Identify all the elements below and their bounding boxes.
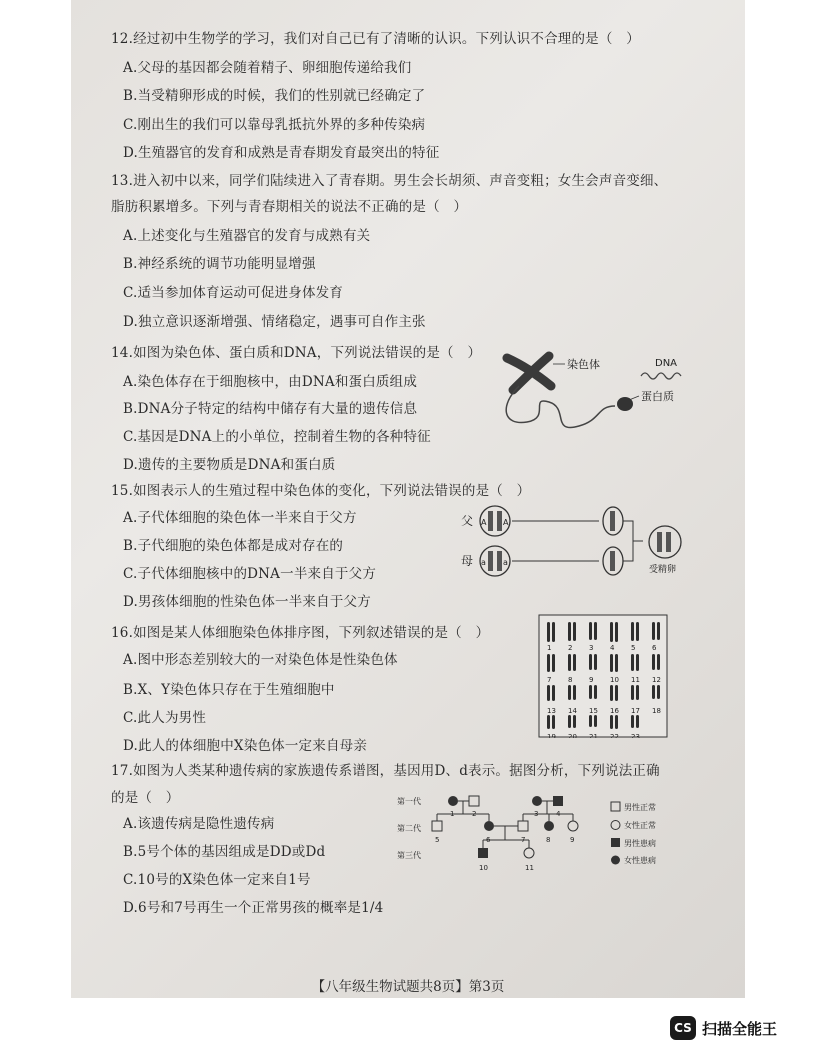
q13-stem-line1: 13.进入初中以来，同学们陆续进入了青春期。男生会长胡须、声音变粗；女生会声音变细、 bbox=[111, 173, 668, 189]
q16-stem: 16.如图是某人体细胞染色体排序图，下列叙述错误的是（ ） bbox=[111, 625, 490, 641]
chromosome-number-5: 5 bbox=[631, 644, 636, 652]
q13-option-d: D.独立意识逐渐增强、情绪稳定，遇事可自作主张 bbox=[123, 314, 426, 330]
chromosome-number-21: 21 bbox=[589, 733, 598, 738]
q17-option-a: A.该遗传病是隐性遗传病 bbox=[123, 816, 275, 832]
individual-8 bbox=[544, 821, 554, 831]
exam-page bbox=[71, 0, 745, 998]
number-5: 5 bbox=[435, 836, 440, 844]
chromosome-number-8: 8 bbox=[568, 676, 573, 684]
chromosome-number-20: 20 bbox=[568, 733, 577, 738]
mother-allele-2: a bbox=[503, 558, 508, 567]
q14-option-d: D.遗传的主要物质是DNA和蛋白质 bbox=[123, 457, 336, 473]
number-10: 10 bbox=[479, 864, 488, 872]
chromosome-shape bbox=[507, 356, 551, 390]
dna-helix bbox=[641, 373, 681, 379]
legend-male-affected-icon bbox=[611, 838, 620, 847]
label-chromosome: 染色体 bbox=[567, 358, 600, 371]
chromosome-number-12: 12 bbox=[652, 676, 661, 684]
individual-4 bbox=[553, 796, 563, 806]
chromosome-number-22: 22 bbox=[610, 733, 619, 738]
q15-option-d: D.男孩体细胞的性染色体一半来自于父方 bbox=[123, 594, 371, 610]
individual-3 bbox=[532, 796, 542, 806]
scanner-app-name: 扫描全能王 bbox=[702, 1019, 778, 1038]
individual-5 bbox=[432, 821, 442, 831]
number-3: 3 bbox=[534, 810, 539, 818]
q16-option-a: A.图中形态差别较大的一对染色体是性染色体 bbox=[123, 652, 398, 668]
chromosome-number-19: 19 bbox=[547, 733, 556, 738]
q14-option-c: C.基因是DNA上的小单位，控制着生物的各种特征 bbox=[123, 429, 431, 445]
number-1: 1 bbox=[450, 810, 455, 818]
zygote-cell bbox=[649, 526, 681, 558]
q15-option-c: C.子代体细胞核中的DNA一半来自于父方 bbox=[123, 566, 377, 582]
karyotype-figure bbox=[538, 614, 668, 738]
legend-male-normal: 男性正常 bbox=[624, 803, 656, 812]
chromosome-number-13: 13 bbox=[547, 707, 556, 715]
number-9: 9 bbox=[570, 836, 575, 844]
individual-2 bbox=[469, 796, 479, 806]
scanner-watermark bbox=[670, 1016, 777, 1040]
q14-stem: 14.如图为染色体、蛋白质和DNA，下列说法错误的是（ ） bbox=[111, 345, 482, 361]
individual-10 bbox=[478, 848, 488, 858]
chromosome-number-6: 6 bbox=[652, 644, 657, 652]
chromosome-number-15: 15 bbox=[589, 707, 598, 715]
father-cell bbox=[480, 506, 510, 536]
q14-option-b: B.DNA分子特定的结构中储存有大量的遗传信息 bbox=[123, 401, 418, 417]
q12-option-d: D.生殖器官的发育和成熟是青春期发育最突出的特征 bbox=[123, 145, 440, 161]
chromosome-number-1: 1 bbox=[547, 644, 552, 652]
q17-option-d: D.6号和7号再生一个正常男孩的概率是1/4 bbox=[123, 900, 384, 916]
father-allele-2: A bbox=[503, 518, 509, 527]
q17-option-c: C.10号的X染色体一定来自1号 bbox=[123, 872, 311, 888]
q17-stem-line1: 17.如图为人类某种遗传病的家族遗传系谱图，基因用D、d表示。据图分析，下列说法正确 bbox=[111, 763, 660, 779]
number-6: 6 bbox=[486, 836, 491, 844]
q12-option-b: B.当受精卵形成的时候，我们的性别就已经确定了 bbox=[123, 88, 426, 104]
q13-option-a: A.上述变化与生殖器官的发育与成熟有关 bbox=[123, 228, 371, 244]
individual-7 bbox=[518, 821, 528, 831]
individual-11 bbox=[524, 848, 534, 858]
number-8: 8 bbox=[546, 836, 551, 844]
chromosome-number-18: 18 bbox=[652, 707, 661, 715]
zygote-figure bbox=[643, 524, 703, 584]
gen-label-2: 第二代 bbox=[397, 824, 421, 833]
label-protein: 蛋白质 bbox=[641, 390, 674, 403]
chromosome-number-14: 14 bbox=[568, 707, 577, 715]
individual-6 bbox=[484, 821, 494, 831]
number-7: 7 bbox=[521, 836, 526, 844]
q12-stem: 12.经过初中生物学的学习，我们对自己已有了清晰的认识。下列认识不合理的是（ ） bbox=[111, 31, 640, 47]
individual-1 bbox=[448, 796, 458, 806]
q12-option-a: A.父母的基因都会随着精子、卵细胞传递给我们 bbox=[123, 60, 412, 76]
label-zygote: 受精卵 bbox=[649, 565, 677, 575]
number-4: 4 bbox=[556, 810, 561, 818]
chromosome-number-3: 3 bbox=[589, 644, 594, 652]
number-2: 2 bbox=[472, 810, 477, 818]
q15-stem: 15.如图表示人的生殖过程中染色体的变化，下列说法错误的是（ ） bbox=[111, 483, 531, 499]
label-father: 父 bbox=[461, 514, 474, 528]
gen-label-1: 第一代 bbox=[397, 797, 421, 806]
q17-stem-line2: 的是（ ） bbox=[111, 790, 180, 806]
q16-option-b: B.X、Y染色体只存在于生殖细胞中 bbox=[123, 682, 335, 698]
q15-option-b: B.子代细胞的染色体都是成对存在的 bbox=[123, 538, 344, 554]
q13-option-c: C.适当参加体育运动可促进身体发育 bbox=[123, 285, 344, 301]
q14-option-a: A.染色体存在于细胞核中，由DNA和蛋白质组成 bbox=[123, 374, 418, 390]
q16-option-c: C.此人为男性 bbox=[123, 710, 207, 726]
reproduction-figure bbox=[455, 500, 655, 590]
mother-allele-1: a bbox=[481, 558, 486, 567]
q15-option-a: A.子代体细胞的染色体一半来自于父方 bbox=[123, 510, 357, 526]
legend-female-normal: 女性正常 bbox=[624, 821, 656, 830]
q17-option-b: B.5号个体的基因组成是DD或Dd bbox=[123, 844, 326, 860]
q12-option-c: C.刚出生的我们可以靠母乳抵抗外界的多种传染病 bbox=[123, 117, 426, 133]
legend-female-affected: 女性患病 bbox=[624, 856, 656, 865]
label-dna: DNA bbox=[655, 358, 678, 369]
camscanner-logo-icon: CS bbox=[670, 1016, 696, 1040]
page-footer: 【八年级生物试题共8页】第3页 bbox=[311, 979, 505, 995]
chromosome-number-11: 11 bbox=[631, 676, 640, 684]
dna-coil bbox=[506, 386, 615, 428]
chromosome-number-10: 10 bbox=[610, 676, 619, 684]
number-11: 11 bbox=[525, 864, 534, 872]
chromosome-dna-figure bbox=[489, 346, 689, 446]
gen-label-3: 第三代 bbox=[397, 851, 421, 860]
chromosome-number-23: 23 bbox=[631, 733, 640, 738]
pedigree-figure bbox=[397, 790, 687, 880]
legend-female-affected-icon bbox=[611, 856, 620, 865]
chromosome-number-7: 7 bbox=[547, 676, 552, 684]
chromosome-number-4: 4 bbox=[610, 644, 615, 652]
legend-male-affected: 男性患病 bbox=[624, 839, 656, 848]
mother-cell bbox=[480, 546, 510, 576]
chromosome-number-2: 2 bbox=[568, 644, 573, 652]
q13-option-b: B.神经系统的调节功能明显增强 bbox=[123, 256, 316, 272]
chromosome-number-17: 17 bbox=[631, 707, 640, 715]
chromosome-number-9: 9 bbox=[589, 676, 594, 684]
label-mother: 母 bbox=[461, 554, 474, 568]
legend-male-normal-icon bbox=[611, 802, 620, 811]
q16-option-d: D.此人的体细胞中X染色体一定来自母亲 bbox=[123, 738, 368, 754]
legend-female-normal-icon bbox=[611, 821, 620, 830]
q13-stem-line2: 脂肪积累增多。下列与青春期相关的说法不正确的是（ ） bbox=[111, 199, 468, 215]
individual-9 bbox=[568, 821, 578, 831]
father-allele-1: A bbox=[481, 518, 487, 527]
chromosome-number-16: 16 bbox=[610, 707, 619, 715]
